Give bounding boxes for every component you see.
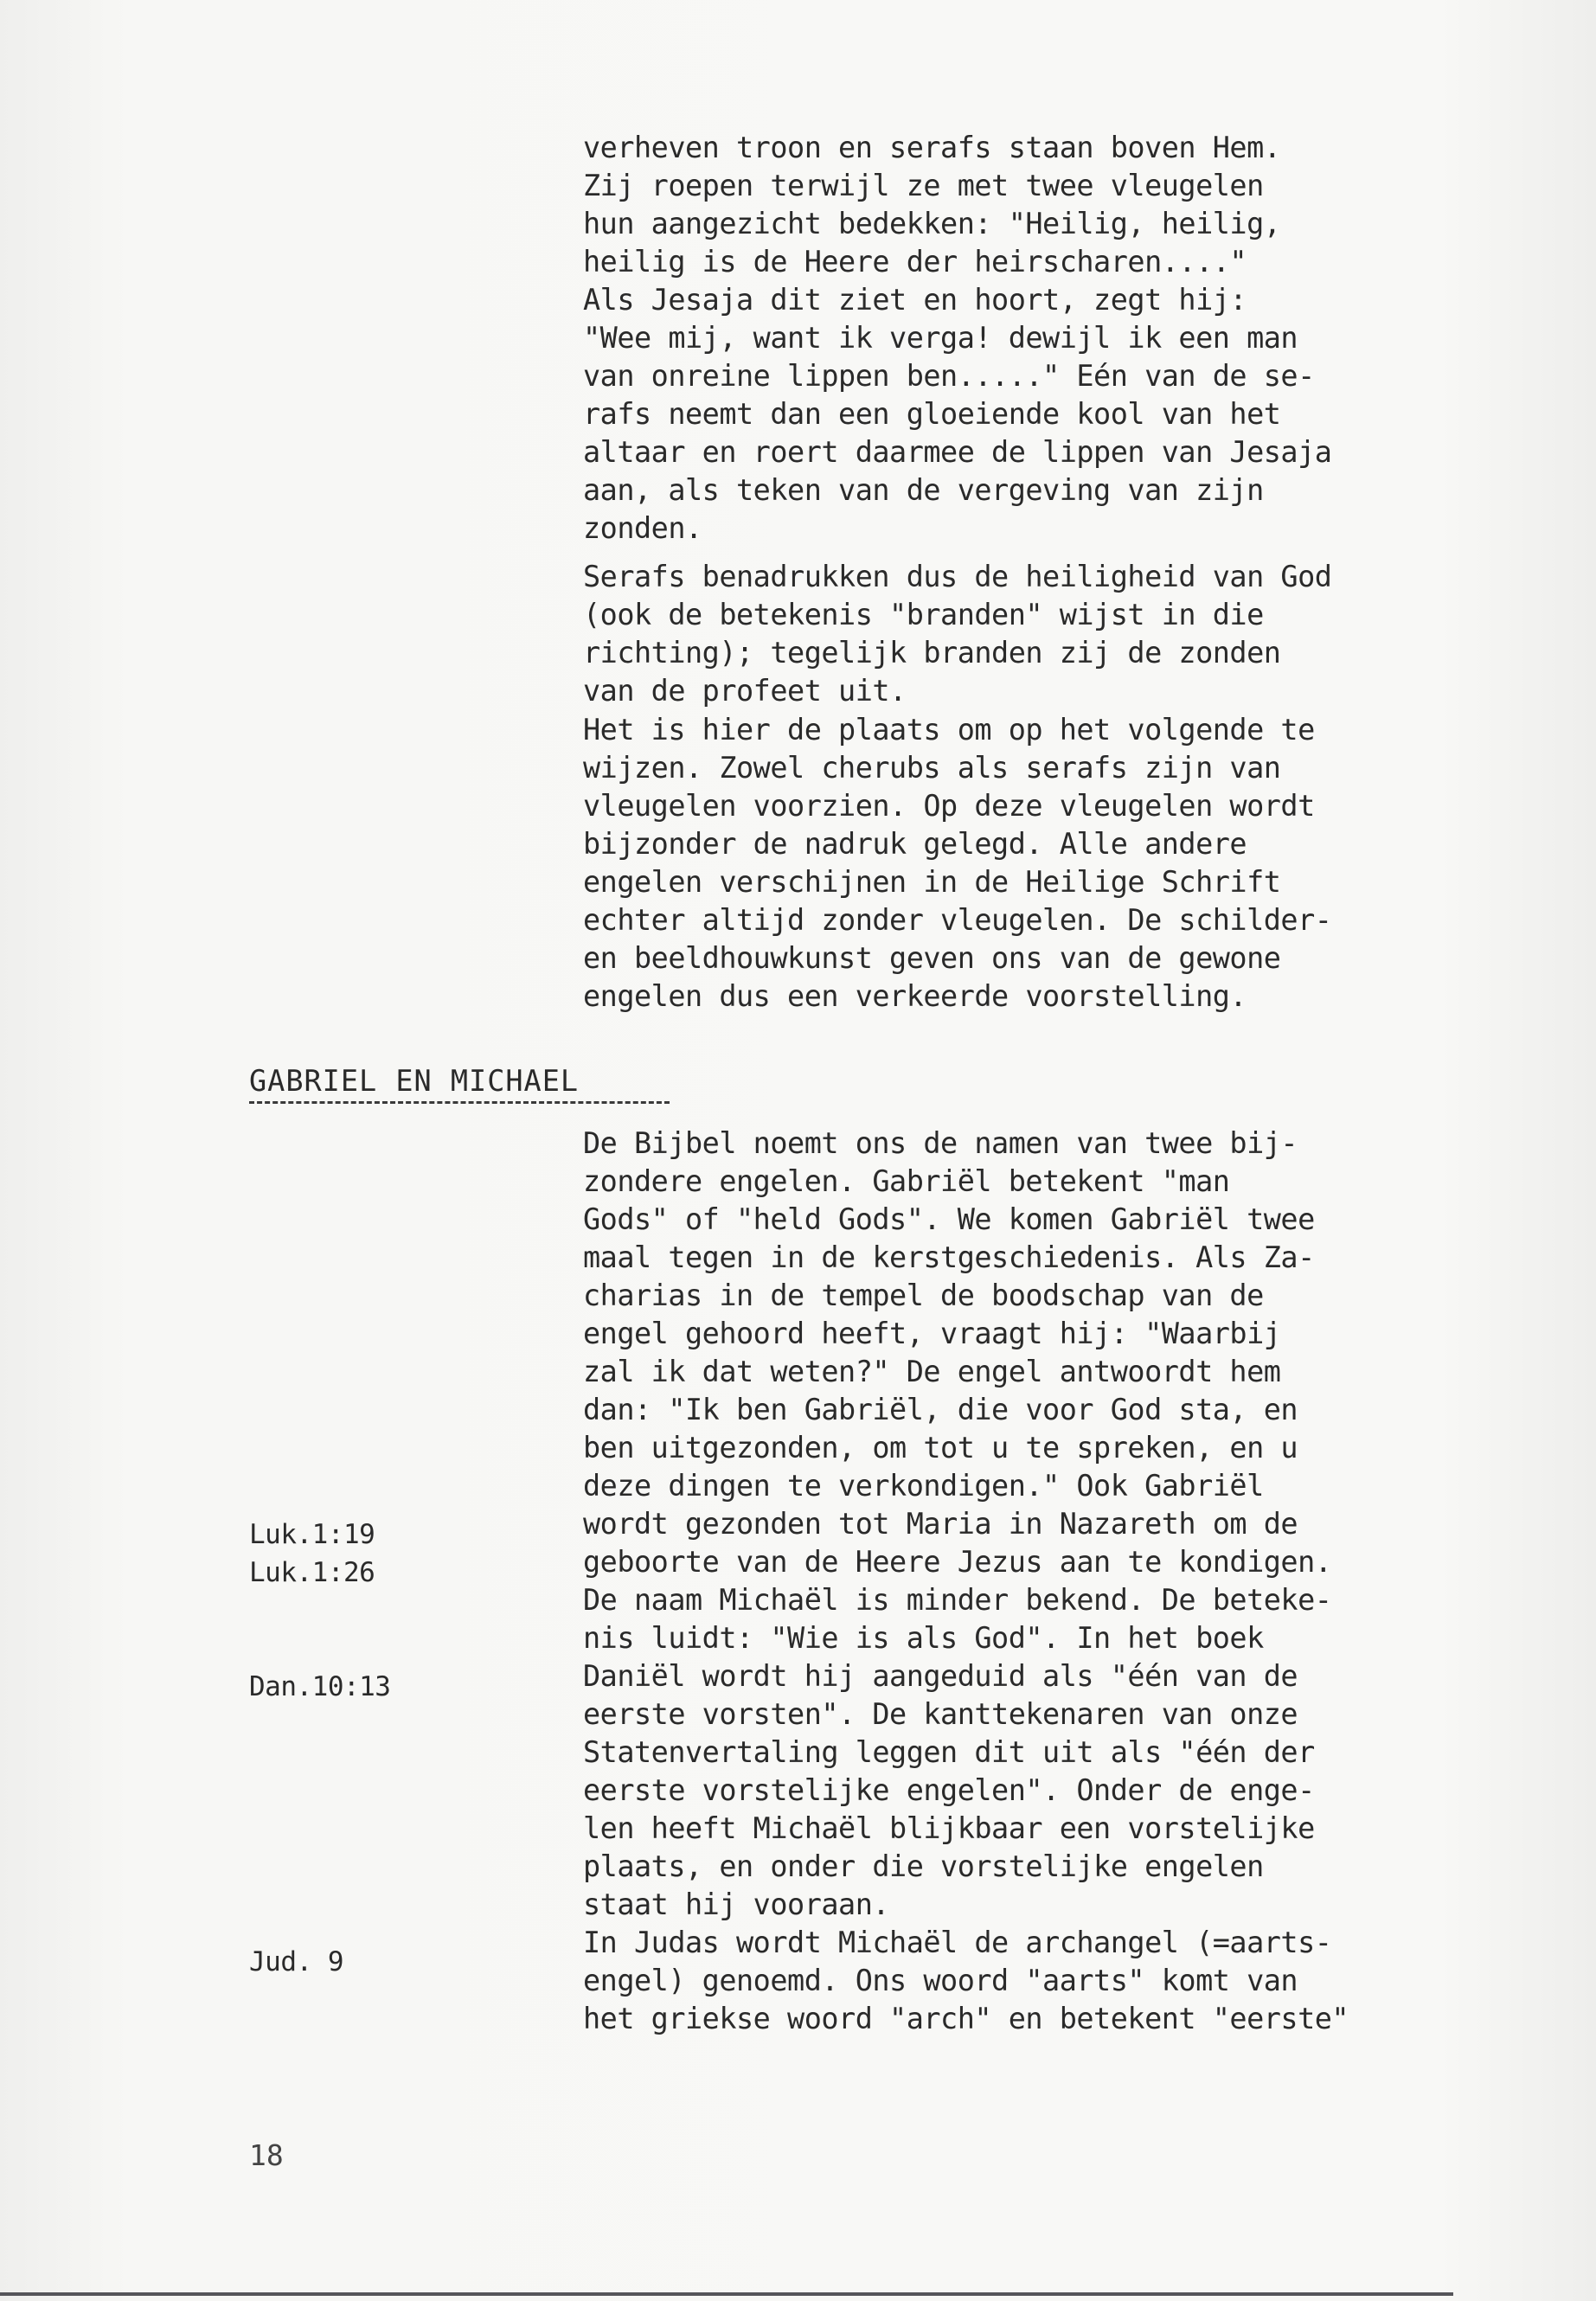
text-line: engelen verschijnen in de Heilige Schrift <box>583 865 1281 899</box>
margin-ref-jud-9: Jud. 9 <box>249 1946 343 1977</box>
text-line: vleugelen voorzien. Op deze vleugelen wordt <box>583 789 1315 823</box>
text-line: van de profeet uit. <box>583 674 907 708</box>
margin-ref-luk-1-26: Luk.1:26 <box>249 1557 375 1588</box>
margin-ref-luk-1-19: Luk.1:19 <box>249 1519 375 1550</box>
text-line: zondere engelen. Gabriël betekent "man <box>583 1164 1230 1198</box>
text-line: De naam Michaël is minder bekend. De beteke- <box>583 1583 1332 1617</box>
text-line: zal ik dat weten?" De engel antwoordt hem <box>583 1355 1281 1388</box>
text-line: Gods" of "held Gods". We komen Gabriël twee <box>583 1202 1315 1236</box>
text-line: altaar en roert daarmee de lippen van Jesaja <box>583 435 1332 469</box>
text-line: en beeldhouwkunst geven ons van de gewone <box>583 941 1281 975</box>
text-line: echter altijd zonder vleugelen. De schilder- <box>583 903 1332 937</box>
text-line: maal tegen in de kerstgeschiedenis. Als Za- <box>583 1240 1315 1274</box>
text-line: "Wee mij, want ik verga! dewijl ik een man <box>583 321 1298 355</box>
text-line: charias in de tempel de boodschap van de <box>583 1279 1264 1312</box>
text-line: len heeft Michaël blijkbaar een vorstelijke <box>583 1811 1315 1845</box>
text-line: wijzen. Zowel cherubs als serafs zijn van <box>583 751 1281 785</box>
text-line: Als Jesaja dit ziet en hoort, zegt hij: <box>583 283 1247 317</box>
text-line: eerste vorsten". De kanttekenaren van onze <box>583 1697 1298 1731</box>
text-line: geboorte van de Heere Jezus aan te kondigen. <box>583 1545 1332 1579</box>
text-line: Daniël wordt hij aangeduid als "één van de <box>583 1659 1298 1693</box>
text-line: Serafs benadrukken dus de heiligheid van God <box>583 560 1332 593</box>
text-line: engel gehoord heeft, vraagt hij: "Waarbij <box>583 1317 1281 1350</box>
text-line: (ook de betekenis "branden" wijst in die <box>583 598 1264 631</box>
heading-underline <box>249 1101 670 1104</box>
text-line: In Judas wordt Michaël de archangel (=aarts- <box>583 1926 1332 1959</box>
text-line: verheven troon en serafs staan boven Hem. <box>583 131 1281 164</box>
text-line: Statenvertaling leggen dit uit als "één der <box>583 1735 1315 1769</box>
text-line: engel) genoemd. Ons woord "aarts" komt van <box>583 1964 1298 1997</box>
text-line: zonden. <box>583 511 702 545</box>
text-line: deze dingen te verkondigen." Ook Gabriël <box>583 1469 1264 1503</box>
margin-ref-dan-10-13: Dan.10:13 <box>249 1671 391 1702</box>
text-line: bijzonder de nadruk gelegd. Alle andere <box>583 827 1247 861</box>
text-line: heilig is de Heere der heirscharen...." <box>583 245 1247 279</box>
text-line: van onreine lippen ben....." Eén van de se- <box>583 359 1315 393</box>
text-line: ben uitgezonden, om tot u te spreken, en u <box>583 1431 1298 1465</box>
text-line: dan: "Ik ben Gabriël, die voor God sta, en <box>583 1393 1298 1426</box>
section-heading: GABRIEL EN MICHAEL <box>249 1064 580 1098</box>
text-line: Het is hier de plaats om op het volgende te <box>583 713 1315 747</box>
text-line: Zij roepen terwijl ze met twee vleugelen <box>583 169 1264 202</box>
page-number: 18 <box>249 2138 284 2172</box>
text-line: De Bijbel noemt ons de namen van twee bij- <box>583 1126 1298 1160</box>
text-line: richting); tegelijk branden zij de zonden <box>583 636 1281 670</box>
text-line: engelen dus een verkeerde voorstelling. <box>583 979 1247 1013</box>
text-line: rafs neemt dan een gloeiende kool van het <box>583 397 1281 431</box>
text-line: nis luidt: "Wie is als God". In het boek <box>583 1621 1264 1655</box>
text-line: wordt gezonden tot Maria in Nazareth om de <box>583 1507 1298 1541</box>
text-line: staat hij vooraan. <box>583 1888 890 1921</box>
bottom-divider <box>0 2292 1453 2296</box>
text-line: plaats, en onder die vorstelijke engelen <box>583 1849 1264 1883</box>
text-line: hun aangezicht bedekken: "Heilig, heilig, <box>583 207 1281 240</box>
text-line: het griekse woord "arch" en betekent "eerste" <box>583 2002 1349 2035</box>
text-line: eerste vorstelijke engelen". Onder de enge- <box>583 1773 1315 1807</box>
text-line: aan, als teken van de vergeving van zijn <box>583 473 1264 507</box>
